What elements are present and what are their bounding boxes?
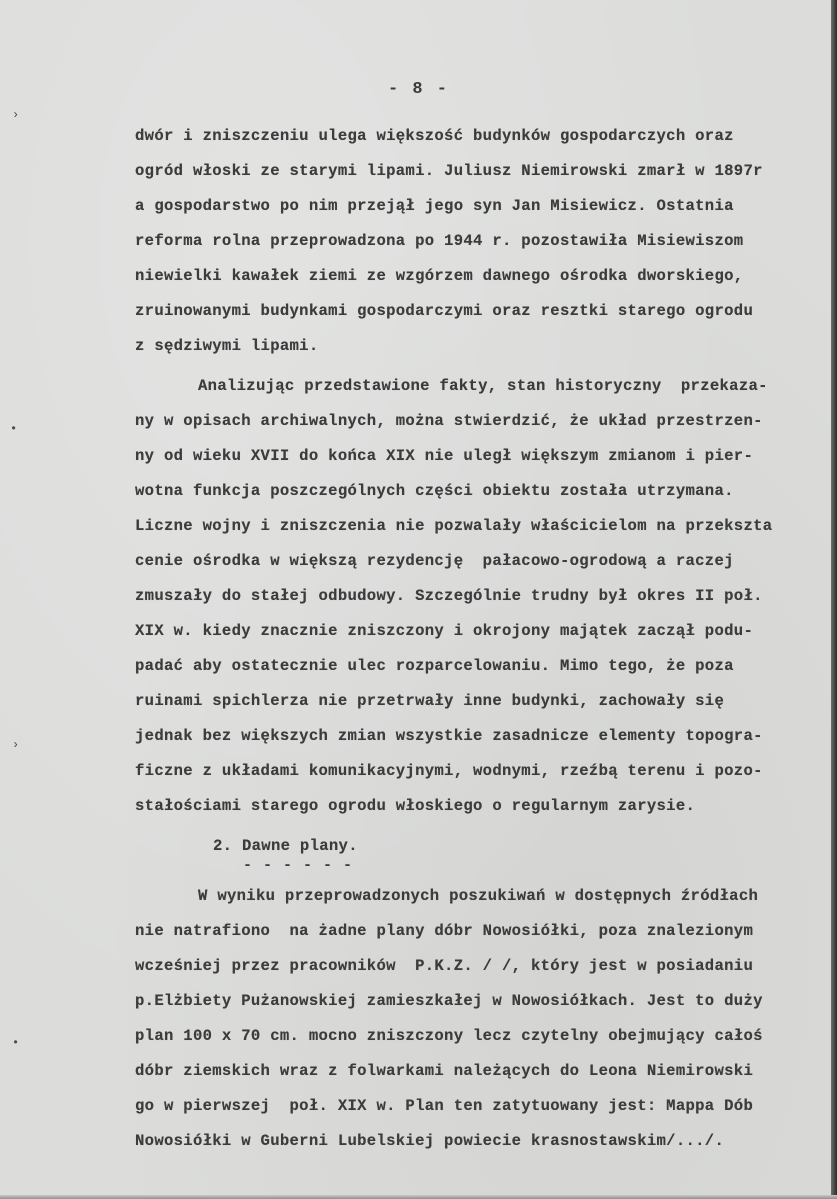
text-line: ny od wieku XVII do końca XIX nie uległ większym zmianom i pier- [135, 447, 754, 465]
scan-edge-right [831, 0, 837, 1199]
margin-mark-icon: • [10, 422, 18, 436]
text-line: ficzne z układami komunikacyjnymi, wodnymi, rzeźbą terenu i pozo- [135, 762, 763, 780]
text-line: plan 100 x 70 cm. mocno zniszczony lecz czytelny obejmujący całoś [135, 1027, 763, 1045]
text-line: wcześniej przez pracowników P.K.Z. / /, który jest w posiadaniu [135, 957, 754, 975]
text-line: niewielki kawałek ziemi ze wzgórzem dawnego ośrodka dworskiego, [135, 267, 744, 285]
text-line: jednak bez większych zmian wszystkie zasadnicze elementy topogra- [135, 727, 763, 745]
heading-underline: - - - - - - [243, 857, 354, 874]
text-line: go w pierwszej poł. XIX w. Plan ten zatytuowany jest: Mappa Dób [135, 1097, 754, 1115]
text-line: ny w opisach archiwalnych, można stwierdzić, że układ przestrzen- [135, 412, 763, 430]
text-line: padać aby ostatecznie ulec rozparcelowaniu. Mimo tego, że poza [135, 657, 734, 675]
text-line: a gospodarstwo po nim przejął jego syn Jan Misiewicz. Ostatnia [135, 197, 734, 215]
text-line: wotna funkcja poszczególnych części obiektu została utrzymana. [135, 482, 734, 500]
text-line: zmuszały do stałej odbudowy. Szczególnie trudny był okres II poł. [135, 587, 763, 605]
text-line: XIX w. kiedy znacznie zniszczony i okrojony majątek zaczął podu- [135, 622, 754, 640]
margin-mark-icon: › [12, 738, 20, 752]
text-line: ogród włoski ze starymi lipami. Juliusz Niemirowski zmarł w 1897r [135, 162, 763, 180]
text-line: zruinowanymi budynkami gospodarczymi oraz resztki starego ogrodu [135, 302, 754, 320]
text-line: stałościami starego ogrodu włoskiego o regularnym zarysie. [135, 797, 696, 815]
margin-mark-icon: • [12, 1036, 20, 1050]
section-heading: 2. Dawne plany. [213, 837, 358, 855]
text-line: nie natrafiono na żadne plany dóbr Nowosiółki, poza znalezionym [135, 922, 754, 940]
text-line: dwór i zniszczeniu ulega większość budynków gospodarczych oraz [135, 127, 734, 145]
text-line: Analizując przedstawione fakty, stan historyczny przekaza- [198, 377, 768, 395]
text-line: z sędziwymi lipami. [135, 337, 319, 355]
text-line: W wyniku przeprowadzonych poszukiwań w dostępnych źródłach [198, 887, 759, 905]
text-line: dóbr ziemskich wraz z folwarkami należących do Leona Niemirowski [135, 1062, 754, 1080]
scan-edge-bottom [0, 1195, 837, 1199]
text-line: Liczne wojny i zniszczenia nie pozwalały właścicielom na przekszta [135, 517, 773, 535]
text-line: cenie ośrodka w większą rezydencję pałacowo-ogrodową a raczej [135, 552, 734, 570]
margin-mark-icon: › [12, 108, 20, 122]
page-number: - 8 - [388, 80, 450, 99]
text-line: reforma rolna przeprowadzona po 1944 r. pozostawiła Misiewiszom [135, 232, 744, 250]
text-line: ruinami spichlerza nie przetrwały inne budynki, zachowały się [135, 692, 725, 710]
text-line: Nowosiółki w Guberni Lubelskiej powiecie krasnostawskim/.../. [135, 1132, 725, 1150]
text-line: p.Elżbiety Pużanowskiej zamieszkałej w Nowosiółkach. Jest to duży [135, 992, 763, 1010]
